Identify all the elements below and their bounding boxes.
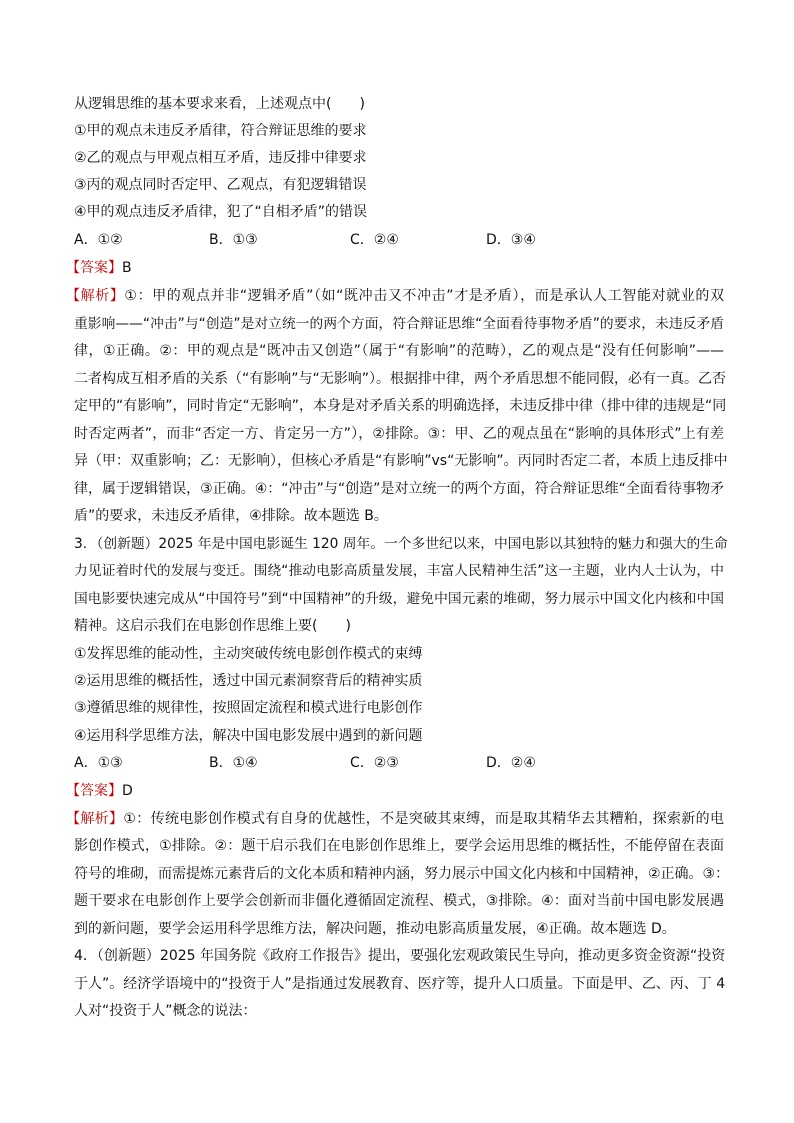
q3-option-a: A．①③ (74, 755, 123, 771)
q2-option-d: D．③④ (486, 232, 536, 248)
q2-option-c: C．②④ (350, 232, 399, 248)
analysis-tag: 【解析】 (66, 811, 124, 827)
answer-tag: 【答案】 (66, 783, 122, 799)
q3-analysis-line-4: 题干要求在电影创作上要学会创新而非僵化遵循固定流程、模式，③排除。④：面对当前中国电影发展遇 (74, 893, 724, 909)
q2-analysis-line-1 (66, 287, 724, 305)
q2-analysis-line-3: 律，①正确。②：甲的观点是“既冲击又创造”（属于“有影响”的范畴），乙的观点是“没有任何影响”—— (74, 343, 724, 359)
q3-analysis-line-5: 到的新问题，要学会运用科学思维方法，解决问题，推动电影高质量发展，④正确。故本题选 D。 (74, 921, 676, 937)
q4-stem-line-2: 于人”。经济学语境中的“投资于人”是指通过发展教育、医疗等，提升人口质量。下面是甲、乙、丙、丁 4 (74, 976, 726, 992)
q3-item-4: ④运用科学思维方法，解决中国电影发展中遇到的新问题 (74, 728, 423, 744)
q3-stem-line-1: 3．（创新题）2025 年是中国电影诞生 120 周年。一个多世纪以来，中国电影以其独特的魅力和强大的生命 (74, 536, 728, 552)
answer-value: D (122, 783, 133, 799)
q3-stem-line-3: 国电影要快速完成从“中国符号”到“中国精神”的升级，避免中国元素的堆砌，努力展示中国文化内核和中国 (74, 591, 724, 607)
q3-item-3: ③遵循思维的规律性，按照固定流程和模式进行电影创作 (74, 700, 423, 716)
q3-item-1: ①发挥思维的能动性，主动突破传统电影创作模式的束缚 (74, 646, 423, 662)
analysis-text: ①：传统电影创作模式有自身的优越性，不是突破其束缚，而是取其精华去其糟粕，探索新的电 (123, 811, 724, 827)
q3-analysis-line-2: 影创作模式，①排除。②：题干启示我们在电影创作思维上，要学会运用思维的概括性，不能停留在表面 (74, 838, 724, 854)
q3-analysis-line-1 (66, 810, 724, 828)
q3-item-2: ②运用思维的概括性，透过中国元素洞察背后的精神实质 (74, 673, 423, 689)
q2-item-3: ③丙的观点同时否定甲、乙观点，有犯逻辑错误 (74, 177, 367, 193)
q2-analysis-line-2: 重影响——“冲击”与“创造”是对立统一的两个方面，符合辩证思维“全面看待事物矛盾”的要求，未违反矛盾 (74, 316, 724, 332)
q3-analysis-line-3: 符号的堆砌，而需提炼元素背后的文化本质和精神内涵，努力展示中国文化内核和中国精神，②正确。③： (74, 866, 730, 882)
q2-analysis-line-8: 律，属于逻辑错误，③正确。④：“冲击”与“创造”是对立统一的两个方面，符合辩证思维“全面看待事物矛 (74, 481, 724, 497)
q4-stem-line-3: 人对“投资于人”概念的说法： (74, 1003, 257, 1019)
q3-stem-line-4: 精神。这启示我们在电影创作思维上要( ) (74, 618, 351, 634)
q2-analysis-line-7: 异（甲：双重影响；乙：无影响），但核心矛盾是“有影响”vs“无影响”。丙同时否定二者，本质上违反排中 (74, 453, 728, 469)
q2-item-2: ②乙的观点与甲观点相互矛盾，违反排中律要求 (74, 150, 367, 166)
answer-tag: 【答案】 (66, 260, 122, 276)
q2-analysis-line-9: 盾”的要求，未违反矛盾律，④排除。故本题选 B。 (74, 508, 388, 524)
q3-stem-line-2: 力见证着时代的发展与变迁。围绕“推动电影高质量发展，丰富人民精神生活”这一主题，业内人士认为，中 (74, 563, 724, 579)
q2-analysis-line-5: 定甲的“有影响”，同时肯定“无影响”，本身是对矛盾关系的明确选择，未违反排中律（排中律的违规是“同 (74, 398, 727, 414)
analysis-tag: 【解析】 (66, 288, 125, 304)
q2-stem: 从逻辑思维的基本要求来看，上述观点中( ) (74, 96, 365, 112)
q2-analysis-line-4: 二者构成互相矛盾的关系（“有影响”与“无影响”）。根据排中律，两个矛盾思想不能同假，必有一真。乙否 (74, 371, 727, 387)
answer-value: B (122, 260, 132, 276)
analysis-text: ①：甲的观点并非“逻辑矛盾”（如“既冲击又不冲击”才是矛盾），而是承认人工智能对就业的双 (124, 288, 724, 304)
q3-answer (66, 782, 133, 800)
q3-option-c: C．②③ (350, 755, 399, 771)
q2-analysis-line-6: 时否定两者”，而非“否定一方、肯定另一方”），②排除。③：甲、乙的观点虽在“影响的具体形式”上有差 (74, 426, 724, 442)
q3-option-d: D．②④ (486, 755, 536, 771)
q2-option-b: B．①③ (209, 232, 258, 248)
q4-stem-line-1: 4．（创新题）2025 年国务院《政府工作报告》提出，要强化宏观政策民生导向，推动更多资金资源“投资 (74, 948, 726, 964)
q2-option-a: A．①② (74, 232, 123, 248)
q3-option-b: B．①④ (209, 755, 258, 771)
q2-item-4: ④甲的观点违反矛盾律，犯了“自相矛盾”的错误 (74, 204, 368, 220)
q2-answer (66, 259, 132, 277)
q2-item-1: ①甲的观点未违反矛盾律，符合辩证思维的要求 (74, 123, 367, 139)
